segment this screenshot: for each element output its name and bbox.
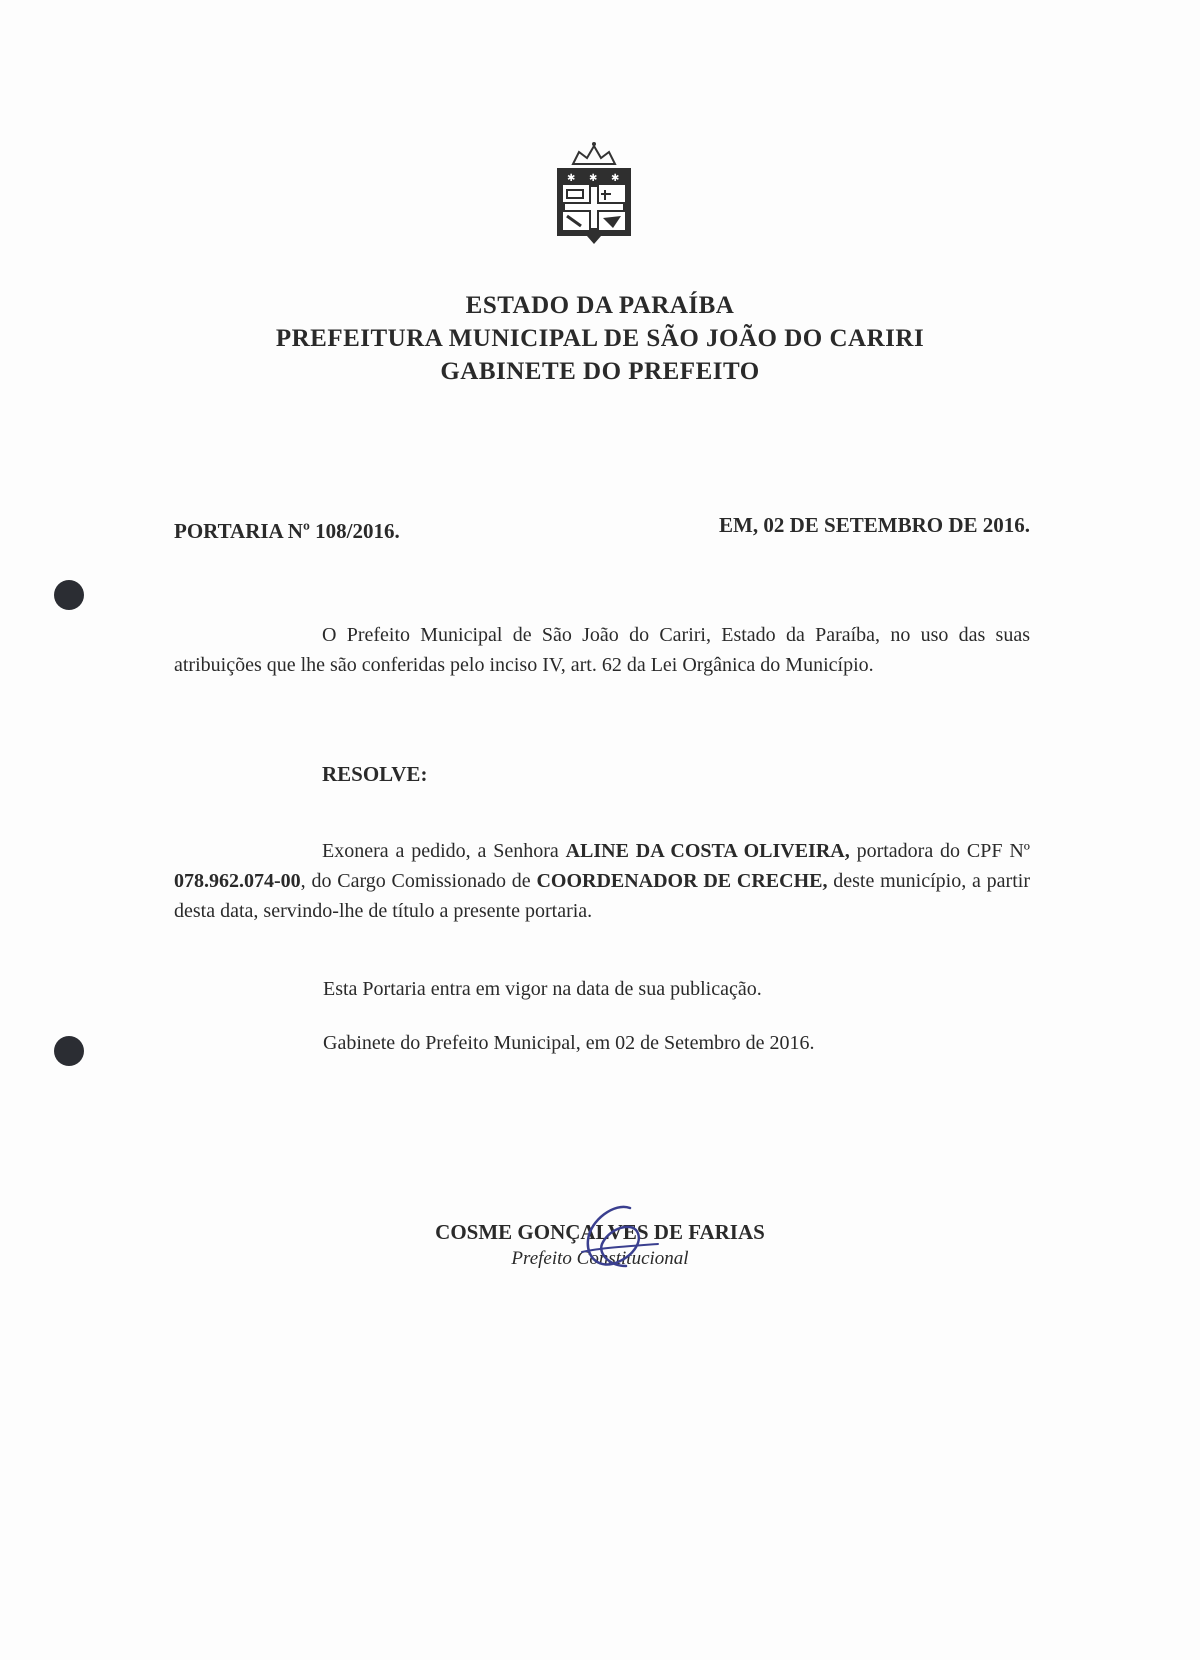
resolve-heading: RESOLVE: xyxy=(322,762,428,786)
header-municipality: PREFEITURA MUNICIPAL DE SÃO JOÃO DO CARIRI xyxy=(275,325,925,352)
intro-paragraph: O Prefeito Municipal de São João do Cariri, Estado da Paraíba, no uso das suas atribuições que lhe são conferidas pelo inciso IV, art. 62 da Lei Orgânica do Município. xyxy=(174,624,1030,676)
portaria-number: PORTARIA Nº 108/2016. xyxy=(174,519,400,543)
header-office: GABINETE DO PREFEITO xyxy=(440,358,760,385)
exoneration-paragraph xyxy=(174,836,1030,926)
punch-hole xyxy=(54,580,84,610)
svg-text:✱: ✱ xyxy=(589,173,598,184)
cpf-number: 078.962.074-00 xyxy=(174,870,301,892)
header-state: ESTADO DA PARAÍBA xyxy=(465,292,735,319)
exoneration-text: deste município, a partir desta data, servindo-lhe de título a presente portaria. xyxy=(174,870,1030,922)
svg-text:✱: ✱ xyxy=(567,173,576,184)
exoneration-text: , do Cargo Comissionado de xyxy=(300,870,537,892)
portaria-date: EM, 02 DE SETEMBRO DE 2016. xyxy=(719,513,1030,537)
position-title: COORDENADOR DE CRECHE, xyxy=(536,870,828,892)
effective-clause: Esta Portaria entra em vigor na data de sua publicação. xyxy=(323,978,762,1000)
exoneration-text: Exonera a pedido, a Senhora xyxy=(322,840,566,862)
municipal-coat-of-arms-icon xyxy=(551,140,637,252)
punch-hole xyxy=(54,1036,84,1066)
handwritten-signature xyxy=(560,1200,670,1280)
exoneration-text: portadora do CPF Nº xyxy=(849,840,1030,862)
place-date-line: Gabinete do Prefeito Municipal, em 02 de Setembro de 2016. xyxy=(323,1032,815,1054)
signer-name: COSME GONÇALVES DE FARIAS xyxy=(435,1220,765,1244)
svg-text:✱: ✱ xyxy=(611,173,620,184)
employee-name: ALINE DA COSTA OLIVEIRA, xyxy=(565,840,850,862)
signer-title: Prefeito Constitucional xyxy=(511,1248,689,1269)
